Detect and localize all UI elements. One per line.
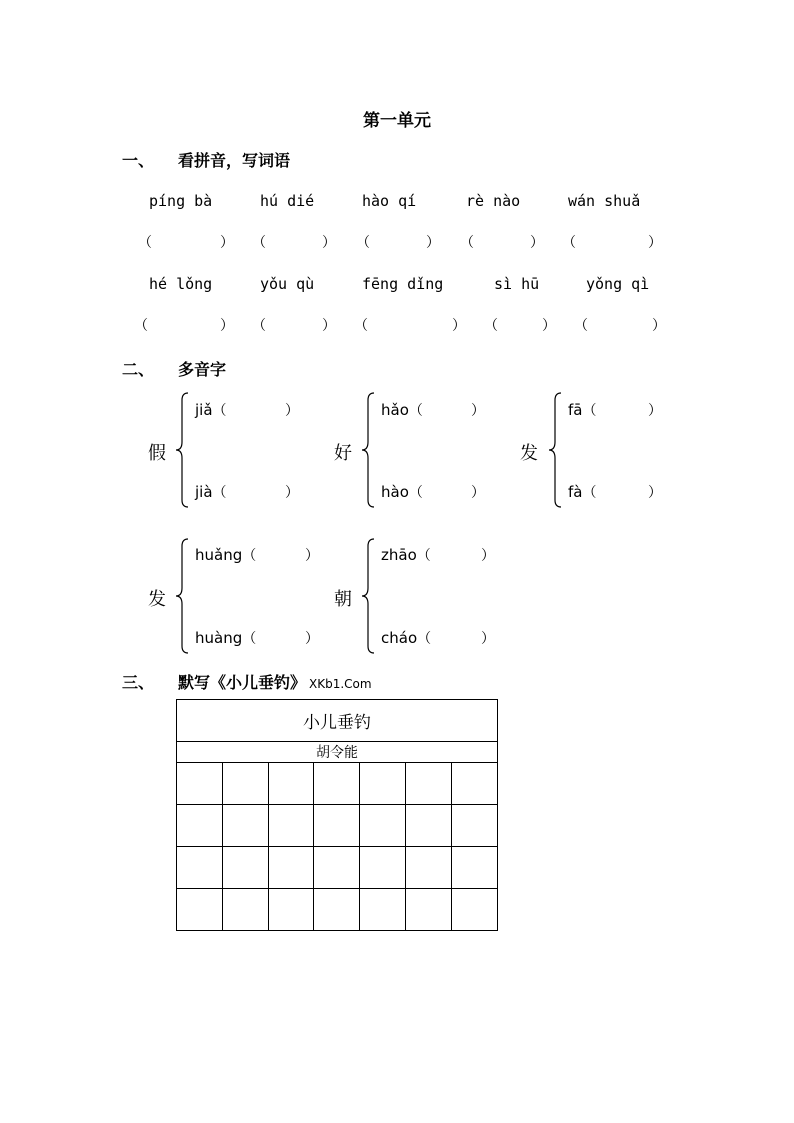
pinyin-1-1: píng bà <box>149 192 213 210</box>
writing-cell[interactable] <box>405 889 451 931</box>
left-brace-icon <box>174 392 190 508</box>
polyphone-option: fà（ ） <box>568 483 662 501</box>
writing-cell[interactable] <box>451 847 497 889</box>
pinyin-1-4: rè nào <box>466 192 521 210</box>
pinyin-2-1: hé lǒng <box>149 275 213 293</box>
section-3-number: 三、 <box>122 673 155 692</box>
writing-cell[interactable] <box>222 805 268 847</box>
writing-cell[interactable] <box>177 805 223 847</box>
answer-blank[interactable]: （ ） <box>252 318 336 334</box>
answer-blank[interactable]: （ ） <box>562 235 662 251</box>
writing-cell[interactable] <box>405 805 451 847</box>
section-3-title: 默写《小儿垂钓》 XKb1.Com <box>178 673 372 692</box>
writing-cell[interactable] <box>314 763 360 805</box>
page-title: 第一单元 <box>363 111 431 131</box>
polyphone-option: huǎng（ ） <box>195 546 319 564</box>
writing-cell[interactable] <box>360 889 406 931</box>
writing-cell[interactable] <box>405 847 451 889</box>
writing-cell[interactable] <box>177 763 223 805</box>
watermark: XKb1.Com <box>309 677 372 691</box>
polyphone-option: cháo（ ） <box>381 629 495 647</box>
writing-cell[interactable] <box>222 847 268 889</box>
section-1-title: 看拼音，写词语 <box>178 151 291 170</box>
answer-blank[interactable]: （ ） <box>354 318 466 334</box>
pinyin-1-5: wán shuǎ <box>568 192 641 210</box>
polyphone-char: 假 <box>148 443 166 464</box>
polyphone-char: 发 <box>148 589 166 610</box>
answer-blank[interactable]: （ ） <box>484 318 556 334</box>
writing-cell[interactable] <box>268 847 314 889</box>
pinyin-2-2: yǒu qù <box>260 275 315 293</box>
section-1-number: 一、 <box>122 151 155 170</box>
section-2-title: 多音字 <box>178 360 227 379</box>
writing-cell[interactable] <box>451 889 497 931</box>
polyphone-char: 发 <box>520 443 538 464</box>
answer-blank[interactable]: （ ） <box>134 318 234 334</box>
polyphone-option: jiǎ（ ） <box>195 401 299 419</box>
answer-blank[interactable]: （ ） <box>252 235 336 251</box>
writing-cell[interactable] <box>360 847 406 889</box>
left-brace-icon <box>174 538 190 654</box>
pinyin-2-5: yǒng qì <box>586 275 650 293</box>
answer-blank[interactable]: （ ） <box>574 318 666 334</box>
polyphone-option: hǎo（ ） <box>381 401 485 419</box>
writing-cell[interactable] <box>314 847 360 889</box>
polyphone-option: fā（ ） <box>568 401 662 419</box>
pinyin-2-4: sì hū <box>494 275 540 293</box>
polyphone-option: jià（ ） <box>195 483 299 501</box>
pinyin-2-3: fēng dǐng <box>362 275 444 293</box>
pinyin-1-2: hú dié <box>260 192 315 210</box>
section-2-number: 二、 <box>122 360 155 379</box>
left-brace-icon <box>360 538 376 654</box>
writing-cell[interactable] <box>222 763 268 805</box>
writing-cell[interactable] <box>268 763 314 805</box>
answer-blank[interactable]: （ ） <box>460 235 544 251</box>
left-brace-icon <box>547 392 563 508</box>
polyphone-char: 好 <box>334 443 352 464</box>
polyphone-option: huàng（ ） <box>195 629 319 647</box>
writing-cell[interactable] <box>360 805 406 847</box>
writing-cell[interactable] <box>177 847 223 889</box>
left-brace-icon <box>360 392 376 508</box>
writing-cell[interactable] <box>314 889 360 931</box>
polyphone-option: hào（ ） <box>381 483 485 501</box>
poem-title: 小儿垂钓 <box>177 700 498 742</box>
writing-cell[interactable] <box>222 889 268 931</box>
writing-cell[interactable] <box>314 805 360 847</box>
writing-cell[interactable] <box>268 889 314 931</box>
poem-author: 胡令能 <box>177 742 498 763</box>
writing-cell[interactable] <box>360 763 406 805</box>
polyphone-char: 朝 <box>334 589 352 610</box>
writing-cell[interactable] <box>405 763 451 805</box>
answer-blank[interactable]: （ ） <box>356 235 440 251</box>
answer-blank[interactable]: （ ） <box>138 235 234 251</box>
writing-cell[interactable] <box>451 763 497 805</box>
writing-cell[interactable] <box>177 889 223 931</box>
writing-cell[interactable] <box>451 805 497 847</box>
poem-writing-grid <box>176 699 498 931</box>
polyphone-option: zhāo（ ） <box>381 546 495 564</box>
writing-cell[interactable] <box>268 805 314 847</box>
pinyin-1-3: hào qí <box>362 192 417 210</box>
